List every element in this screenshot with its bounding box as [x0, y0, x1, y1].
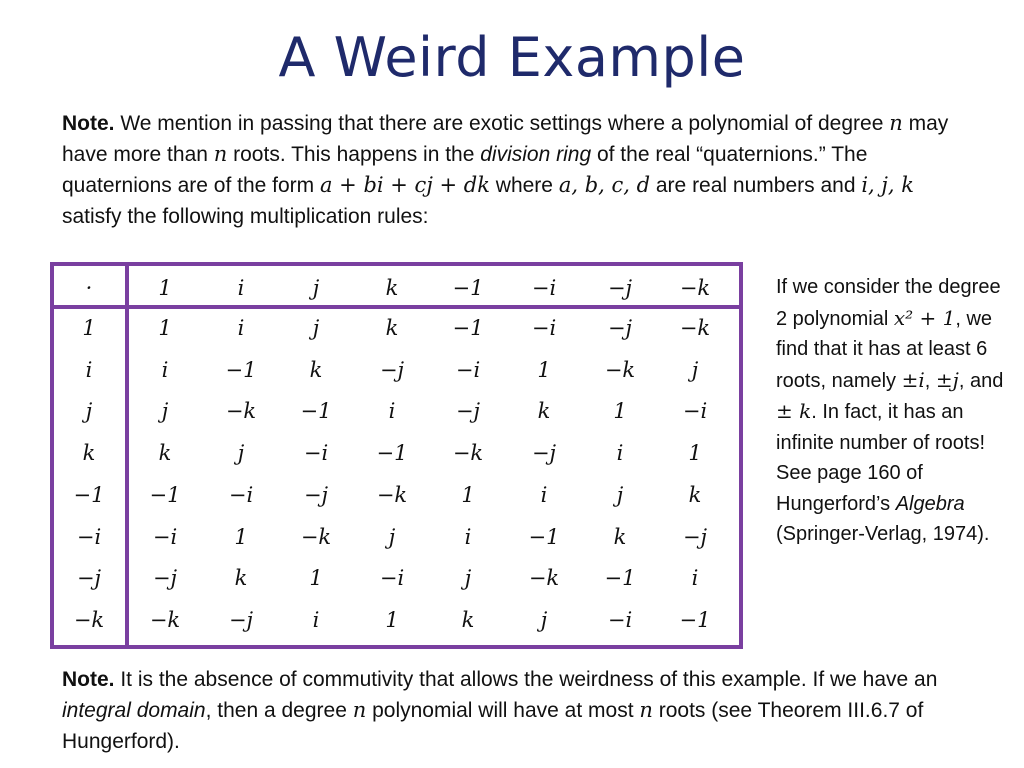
table-cell: −j	[682, 525, 708, 549]
table-cell: −i	[152, 525, 178, 549]
table-row-label: −i	[76, 525, 102, 549]
table-cell: 1	[688, 441, 702, 465]
table-cell: i	[237, 316, 245, 340]
math-n: n	[889, 111, 903, 135]
table-row-label: −1	[73, 483, 105, 507]
table-cell: k	[537, 399, 551, 423]
table-header-cell: −j	[607, 276, 633, 300]
table-header-cell: j	[312, 276, 320, 300]
table-cell: −1	[528, 525, 560, 549]
note-text: may have more than	[62, 112, 949, 166]
table-header-cell: k	[385, 276, 399, 300]
side-text: ,	[924, 369, 936, 392]
book-title: Algebra	[895, 492, 965, 515]
table-cell: k	[309, 358, 323, 382]
math-polynomial: x² + 1	[893, 305, 956, 330]
note-quaternions	[62, 108, 962, 232]
table-cell: −1	[679, 608, 711, 632]
note-commutativity	[62, 664, 982, 757]
table-cell: −k	[452, 441, 484, 465]
page-title: A Weird Example	[278, 26, 746, 89]
table-cell: 1	[613, 399, 627, 423]
side-text: , and	[958, 369, 1004, 392]
table-cell: 1	[461, 483, 475, 507]
term-integral-domain: integral domain	[62, 699, 206, 722]
table-cell: j	[161, 399, 169, 423]
table-cell: −j	[228, 608, 254, 632]
side-note	[776, 272, 1012, 550]
note-label: Note.	[62, 112, 115, 135]
table-cell: j	[312, 316, 320, 340]
table-cell: 1	[158, 316, 172, 340]
side-text: (Springer-Verlag, 1974).	[776, 523, 990, 545]
table-cell: k	[234, 566, 248, 590]
table-cell: 1	[385, 608, 399, 632]
table-cell: −i	[531, 316, 557, 340]
note-text: We mention in passing that there are exotic settings where a polynomial of degree	[114, 112, 890, 135]
table-cell: j	[464, 566, 472, 590]
table-cell: −i	[607, 608, 633, 632]
table-cell: k	[158, 441, 172, 465]
table-cell: −1	[376, 441, 408, 465]
table-cell: i	[616, 441, 624, 465]
math-root: ± k	[776, 399, 812, 423]
table-cell: i	[388, 399, 396, 423]
note-text: of the real “quaternions.” The quaternions are of the form	[62, 143, 868, 197]
table-cell: −i	[455, 358, 481, 382]
table-row-label: k	[82, 441, 96, 465]
table-header-cell: −i	[531, 276, 557, 300]
note-text: It is the absence of commutivity that allows the weirdness of this example. If we have an	[114, 668, 938, 691]
table-cell: −k	[300, 525, 332, 549]
note-text: , then a degree	[205, 699, 353, 722]
table-cell: 1	[309, 566, 323, 590]
table-cell: −j	[303, 483, 329, 507]
side-text: If we consider the degree 2 polynomial	[776, 276, 1001, 330]
math-root: ±i	[901, 367, 925, 392]
note-text: roots. This happens in the	[227, 143, 481, 166]
table-header-cell: i	[237, 276, 245, 300]
math-vars: a, b, c, d	[558, 173, 651, 197]
table-header-cell: −1	[452, 276, 484, 300]
table-cell: −k	[149, 608, 181, 632]
table-cell: i	[312, 608, 320, 632]
table-cell: −j	[531, 441, 557, 465]
table-cell: i	[691, 566, 699, 590]
table-cell: j	[237, 441, 245, 465]
table-cell: −j	[152, 566, 178, 590]
note-text: where	[489, 174, 559, 197]
math-n: n	[213, 142, 228, 166]
table-row-label: 1	[82, 316, 96, 340]
table-cell: j	[691, 358, 699, 382]
table-cell: −1	[225, 358, 257, 382]
table-header-cell: 1	[158, 276, 172, 300]
table-corner-operator: ·	[85, 276, 93, 300]
table-cell: −k	[604, 358, 636, 382]
table-cell: −i	[682, 399, 708, 423]
table-cell: k	[688, 483, 702, 507]
math-n: n	[352, 698, 367, 722]
table-cell: −1	[604, 566, 636, 590]
table-row-label: −k	[73, 608, 105, 632]
table-cell: k	[461, 608, 475, 632]
table-cell: j	[388, 525, 396, 549]
note-text: satisfy the following multiplication rules:	[62, 205, 429, 228]
table-cell: −i	[303, 441, 329, 465]
table-cell: k	[385, 316, 399, 340]
side-text: . In fact, it has an infinite number of roots! See page 160 of Hungerford’s	[776, 401, 985, 515]
table-row-label: i	[85, 358, 93, 382]
math-n: n	[639, 698, 653, 722]
table-cell: j	[540, 608, 548, 632]
term-division-ring: division ring	[480, 143, 592, 166]
table-cell: −k	[376, 483, 408, 507]
table-cell: i	[464, 525, 472, 549]
table-cell: −j	[607, 316, 633, 340]
table-cell: −1	[149, 483, 181, 507]
note-text: are real numbers and	[650, 174, 862, 197]
table-cell: −i	[228, 483, 254, 507]
table-cell: −1	[300, 399, 332, 423]
table-cell: 1	[234, 525, 248, 549]
note-text: roots (see Theorem III.6.7 of Hungerford).	[62, 699, 924, 753]
table-cell: k	[613, 525, 627, 549]
side-text: , we find that it has at least 6 roots, namely	[776, 307, 993, 392]
table-header-cell: −k	[679, 276, 711, 300]
table-cell: −j	[379, 358, 405, 382]
table-row-label: −j	[76, 566, 102, 590]
table-cell: −k	[225, 399, 257, 423]
table-cell: 1	[537, 358, 551, 382]
table-cell: −j	[455, 399, 481, 423]
table-row-label: j	[85, 399, 93, 423]
table-cell: −i	[379, 566, 405, 590]
table-cell: −k	[528, 566, 560, 590]
table-cell: −1	[452, 316, 484, 340]
math-quaternion-form: a + bi + cj + dk	[319, 173, 490, 197]
table-cell: −k	[679, 316, 711, 340]
note-label: Note.	[62, 668, 115, 691]
math-root: ±j	[935, 367, 959, 392]
table-cell: i	[161, 358, 169, 382]
note-text: polynomial will have at most	[366, 699, 640, 722]
table-cell: j	[616, 483, 624, 507]
math-ijk: i, j, k	[861, 173, 914, 197]
table-cell: i	[540, 483, 548, 507]
